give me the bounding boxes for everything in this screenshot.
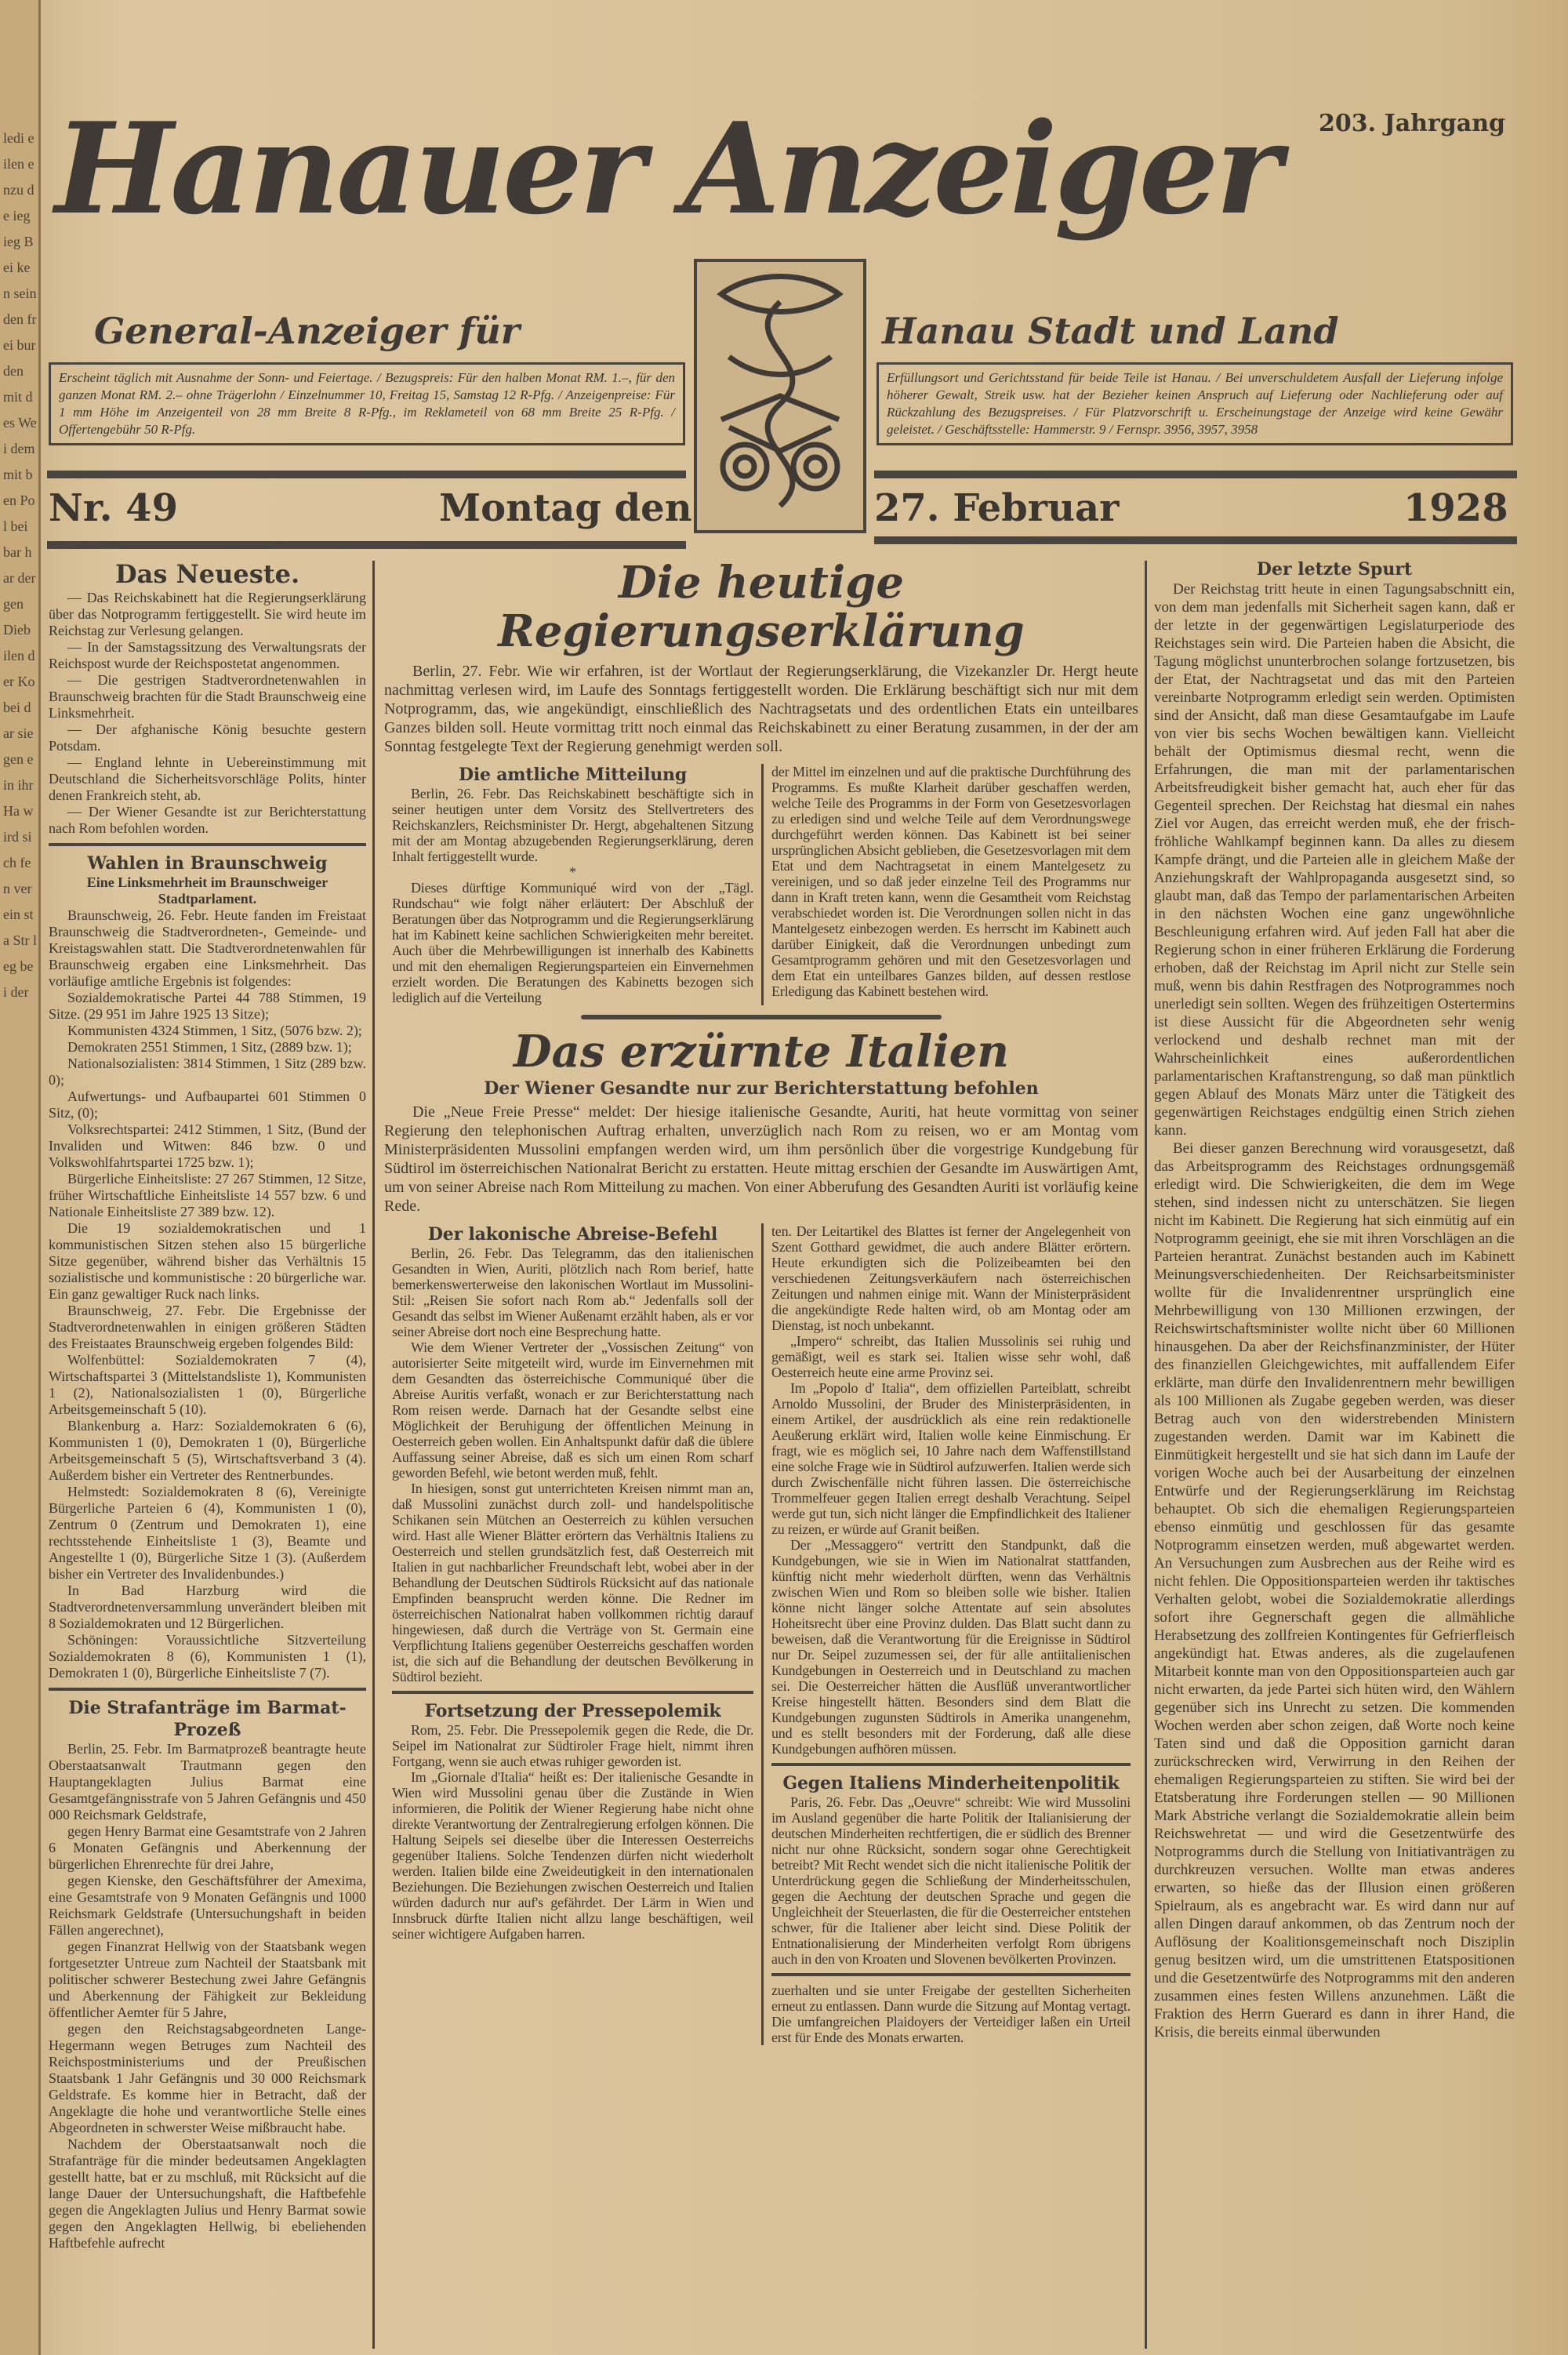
- paragraph: Berlin, 26. Febr. Das Telegramm, das den italienischen Gesandten in Wien, Auriti, plötzlich nach Rom berief, hatte bemerkenswerterweise den lakonischen Wortlaut im Mussolini-Stil: „Reisen Sie sofort nach Rom ab.“ Jedenfalls soll der Gesandt das selbst im Wiener Außenamt erzählt haben, als er vor seiner Abreise dort noch eine Besprechung hatte.: [392, 1245, 753, 1339]
- paragraph: Volksrechtspartei: 2412 Stimmen, 1 Sitz, (Bund der Invaliden und Witwen: 846 bzw. 0 und Volkswohlfahrtspartei 1725 bzw. 1);: [49, 1121, 366, 1170]
- news-item: — Der Wiener Gesandte ist zur Berichterstattung nach Rom befohlen worden.: [49, 804, 366, 836]
- center-right-subcolumn: [761, 1223, 1138, 2045]
- paragraph: Berlin, 26. Febr. Das Reichskabinett beschäftigte sich in seiner heutigen unter dem Vorsitz des Stellvertreters des Reichskanzlers, Reichsminister Dr. Hergt, abgehaltenen Sitzung mit der am Montag abzugebenden Regierungserklärung, deren Inhalt fertiggestellt wurde.: [392, 786, 753, 864]
- paragraph: In Bad Harzburg wird die Stadtverordnetenversammlung unverändert bleiben mit 8 Sozialdemokraten und 12 Bürgerlichen.: [49, 1583, 366, 1631]
- wahlen-heading: Wahlen in Braunschweig: [87, 853, 328, 874]
- divider: [47, 471, 686, 478]
- presse-heading: Fortsetzung der Pressepolemik: [424, 1701, 721, 1721]
- paragraph: gegen Finanzrat Hellwig von der Staatsbank wegen fortgesetzter Untreue zum Nachteil der Staatsbank mit politischer schwerer Bestechung zwei Jahre Gefängnis und Aberkennung der Fähigkeit zur Bekleidung öffentlicher Aemter für 5 Jahre,: [49, 1939, 366, 2020]
- paragraph: gegen den Reichstagsabgeordneten Lange-Hegermann wegen Betruges zum Nachteil des Reichspostministeriums und der Preußischen Staatsbank 1 Jahr Gefängnis und 30 000 Reichsmark Geldstrafe. Es komme hier in Betracht, daß der Angeklagte die hohe und verantwortliche Stelle eines Abgeordneten in schwerster Weise mißbraucht habe.: [49, 2021, 366, 2135]
- divider: [47, 541, 686, 549]
- paragraph: Kommunisten 4324 Stimmen, 1 Sitz, (5076 bzw. 2);: [67, 1023, 362, 1038]
- paragraph: Dieses dürftige Kommuniqué wird von der „Tägl. Rundschau“ wie folgt näher erläutert: Der Abschluß der Beratungen über das Notprogramm und die Regierungserklärung hat im Kabinett keine sachlichen Schwierigkeiten mehr bereitet. Auch über die Mehrbewilligungen ist innerhalb des Kabinetts und mit den ehemaligen Regierungsparteien ein Einvernehmen erzielt worden. Die Beratungen des Kabinetts bezogen sich lediglich auf die Verteilung: [392, 880, 753, 1005]
- paragraph: Paris, 26. Febr. Das „Oeuvre“ schreibt: Wie wird Mussolini im Ausland gegenüber die harte Politik der Italianisierung der deutschen Minderheiten rechtfertigen, die er südlich des Brenner nicht nur ohne Rücksicht, sondern sogar ohne Gerechtigkeit betreibt? Mit Recht wendet sich die nicht italienische Politik der Unterdrückung gegen die Schließung der Minderheitsschulen, gegen die Aechtung der deutschen Sprache und gegen die Ungleichheit der Steuerlasten, die für die Oesterreicher entstehen schwer, für die Italiener aber leicht sind. Diese Politik der Entnationalisierung der Minderheiten verfolgt Rom übrigens auch in den von Kroaten und Slovenen bevölkerten Provinzen.: [771, 1794, 1131, 1967]
- weekday: Montag den: [439, 486, 692, 530]
- wahlen-subheading: Eine Linksmehrheit im Braunschweiger Stadtparlament.: [86, 874, 328, 907]
- masthead-title: Hanauer Anzeiger: [55, 95, 1279, 242]
- paragraph: gegen Kienske, den Geschäftsführer der Amexima, eine Gesamtstrafe von 9 Monaten Gefängnis und 1000 Reichsmark Geldstrafe (Untersuchungshaft in beiden Fällen angerechnet),: [49, 1873, 366, 1938]
- paragraph: Helmstedt: Sozialdemokraten 8 (6), Vereinigte Bürgerliche Parteien 6 (4), Kommunisten 1 (0), Zentrum 0 (Zentrum und Demokraten 1), eine rechtsstehende Einheitsliste 1 (3), Beamte und Angestellte 1 (0), Bürgerliche Sitze 1 (3). (Außerdem bisher ein Vertreter des Invalidenbundes.): [49, 1484, 366, 1582]
- minderheiten-heading: Gegen Italiens Minderheitenpolitik: [782, 1773, 1120, 1794]
- paragraph: ten. Der Leitartikel des Blattes ist ferner der Angelegenheit von Szent Gotthard gewidmet, die auch andere Blätter erörtern. Heute erkundigten sich die Polizeibeamten bei den verschiedenen Zeitungsverkäufern nach österreichischen Zeitungen und nahmen einige mit. Wann der Ministerpräsident die angekündigte Rede halten wird, ob am Montag oder am Dienstag, ist noch unbekannt.: [771, 1223, 1131, 1333]
- issue-year: 1928: [1403, 486, 1508, 530]
- divider: [771, 1973, 1131, 1976]
- divider: [874, 536, 1517, 544]
- news-item: — England lehnte in Uebereinstimmung mit Deutschland die Sicherheitsvorschläge Polits, hinter denen Frankreich steht, ab.: [49, 754, 366, 803]
- paragraph: Rom, 25. Febr. Die Pressepolemik gegen die Rede, die Dr. Seipel im Nationalrat zur Südtiroler Frage hielt, nimmt ihren Fortgang, wenn sie auch etwas ruhiger geworden ist.: [392, 1722, 753, 1769]
- paragraph: In hiesigen, sonst gut unterrichteten Kreisen nimmt man an, daß Mussolini zunächst durch zoll- und handelspolitische Schikanen sein Mütchen an Oesterreich zu kühlen versuchen wird. Hast alle Wiener Blätter erörtern das Verhältnis Italiens zu Oesterreich und stellen grundsätzlich fest, daß Oesterreich mit Italien in gut nachbarlicher Freundschaft lebt, wobei aber in der Behandlung der Deutschen Südtirols Rücksicht auf das nationale Empfinden beansprucht werden könne. Die Redner im österreichischen Nationalrat haben vollkommen richtig darauf hingewiesen, daß durch die Verträge von St. Germain eine Verpflichtung Italiens gegenüber Oesterreichs geschaffen worden ist, die sich auf die Behandlung der deutschen Bevölkerung in Südtirol bezieht.: [392, 1481, 753, 1684]
- divider: [581, 1015, 942, 1019]
- divider: [874, 471, 1517, 478]
- italien-headline: Das erzürnte Italien: [514, 1026, 1009, 1078]
- amtlich-subcolumns: [384, 764, 1138, 1005]
- neueste-heading: Das Neueste.: [114, 559, 300, 589]
- paragraph: Sozialdemokratische Partei 44 788 Stimmen, 19 Sitze. (29 951 im Jahre 1925 13 Sitze);: [49, 990, 366, 1022]
- paragraph: Der Reichstag tritt heute in einen Tagungsabschnitt ein, von dem man jedenfalls mit Sicherheit sagen kann, daß er der letzte in der gegenwärtigen Legislaturperiode des Reichstages sein wird. Die Parteien haben die Absicht, die Tagung möglichst ununterbrochen solange fortzusetzen, bis der Etat, der Nachtragsetat und das mit den Parteien vereinbarte Notprogramm erledigt sein werden. Optimisten sind der Ansicht, daß man diese Gesamtaufgabe im Laufe von vier bis sechs Wochen bewältigen kann. Vielleicht behält der Optimismus diesmal recht, wenn die Erfahrungen, die man mit der parlamentarischen Arbeitsfreudigkeit bisher gemacht hat, auch eher für das Gegenteil sprechen. Der Reichstag hat diesmal ein nahes Ziel vor Augen, das erreicht werden muß, ehe der frisch-fröhliche Wahlkampf beginnen kann. Da alles zu diesem Kampfe drängt, und die Parteien alle in gleichem Maße der Anziehungskraft der Wahlpropaganda ausgesetzt sind, so glaubt man, daß das Tempo der parlamentarischen Arbeiten in den nächsten Wochen eine ganz ungewöhnliche Beschleunigung erfahren wird. Auf jeden Fall hat aber die Regierung schon in einer früheren Erklärung die Forderung erhoben, daß der Reichstag im April nicht zur Stelle sein muß, wenn bis dahin Restfragen des Notprogrammes noch unerledigt sein sollten. Wegen des frühzeitigen Ostertermins ist diese Aussicht für die Abgeordneten sehr wenig verlockend und deshalb rechnet man mit der Wahrscheinlichkeit eines außerordentlichen parlamentarischen Kraftanstrengung, so daß man pünktlich gegen Ablauf des Monats März unter die Tätigkeit des gegenwärtigen Reichstages endgültig einen Strich ziehen kann.: [1154, 581, 1515, 1139]
- paragraph: Wolfenbüttel: Sozialdemokraten 7 (4), Wirtschaftspartei 3 (Mittelstandsliste 1), Kommunisten 1 (2), Nationalsozialisten 1 (0), Bürgerliche Arbeitsgemeinschaft 5 (10).: [49, 1352, 366, 1417]
- lead-article: [384, 558, 1138, 756]
- amtlich-continued: [761, 764, 1138, 1005]
- news-item: — Die gestrigen Stadtverordnetenwahlen in Braunschweig brachten für die Stadt Braunschweig eine Linksmehrheit.: [49, 672, 366, 721]
- paragraph: Braunschweig, 27. Febr. Die Ergebnisse der Stadtverordnetenwahlen in einigen größeren Städten des Freistaates Braunschweig ergeben folgendes Bild:: [49, 1303, 366, 1351]
- paragraph: Bei dieser ganzen Berechnung wird vorausgesetzt, daß das Arbeitsprogramm des Reichstages ordnungsgemäß erledigt wird. Die Schwierigkeiten, die dem im Wege stehen, sind indessen nicht zu unterschätzen. Sie liegen nicht im Kabinett. Die Regierung hat sich einmütig auf ein Notprogramm geeinigt, ehe sie mit ihren Vorschlägen an die Parteien herantrat. Zunächst bestanden auch im Kabinett Meinungsverschiedenheiten. Der Reichsarbeitsminister wollte für die Invalidenrentner ursprünglich eine Mehrbewilligung von 130 Millionen erzwingen, der Reichswirtschaftsminister wollte nicht über 60 Millionen hinausgehen. Da aber der Reichsfinanzminister, der Hüter des finanziellen Gleichgewichtes, mit auffallendem Eifer erklärte, man dürfe den Invalidenrentnern mehr bewilligen als 100 Millionen als Zugabe gegeben werden, was dieser Betrag auch von den widerstrebenden Ministern zugestanden werden. Damit war im Kabinett die Einmütigkeit hergestellt und sie hat sich dann im Laufe der vorigen Woche auch bei der Ausarbeitung der einzelnen Entwürfe und der Regierungserklärung im Reichstag behauptet. Ob sich die ehemaligen Regierungsparteien ebenso einmütig und geschlossen für das gesamte Notprogramm einsetzen werden, muß abgewartet werden. An Versuchungen zum Ausbrechen aus der Reihe wird es nicht fehlen. Die Oppositionsparteien werden ihr taktisches Verhalten gelobt, wobei die Sozialdemokratie allerdings sofort ihre Gegnerschaft gegen die allmähliche Herabsetzung des zollfreien Kontingentes für Gefrierfleisch angekündigt hat. Etwas anderes, als die zugelaufenen Mitarbeit konnte man von den Oppositionsparteien auch gar nicht erwarten, da jede Partei sich hüten wird, den Wählern gegenüber sich ins Unrecht zu setzen. Die kommenden Wochen werden aber schon zeigen, daß Worte noch keine Taten sind und daß die Opposition garnicht daran zurückschrecken wird, Verwirrung in den Reihen der ehemaligen Regierungsparteien zu stiften. Sie wird bei der Etatsberatung ihre Forderungen stellen — 90 Millionen Mark Abstriche verlangt die Sozialdemokratie allein beim Reichswehretat — und wird die Gesetzentwürfe des Notprogramms durch die Stellung von Initiativanträgen zu durchkreuzen versuchen. Wollte man etwas anderes erwarten, so hieße das der Illusion einen größeren Spielraum, als es angebracht war. Es wird dann nur auf allen Dingen darauf ankommen, ob das Zentrum noch der Auflösung der Koalitionsgemeinschaft noch Disziplin genug besitzen wird, um die umstrittenen Etatspositionen und die Gesetzentwürfe des Notprogramms mit den anderen zusammen eines festen Willens anzunehmen. Läßt die Fraktion des Herrn Guerard es dann in ihrer Hand, die Krisis, die bereits einmal überwunden: [1154, 1140, 1515, 2041]
- spurt-heading: Der letzte Spurt: [1256, 559, 1413, 580]
- paragraph: Aufwertungs- und Aufbaupartei 601 Stimmen 0 Sitz, (0);: [49, 1088, 366, 1121]
- paragraph: Wie dem Wiener Vertreter der „Vossischen Zeitung“ von autorisierter Seite mitgeteilt wird, wurde im Einvernehmen mit dem Gesandten das österreichische Communiqué über die Abreise Auritis verfaßt, wonach er zur Berichterstattung nach Rom reisen werde. Darnach hat der Gesandte selbst eine Möglichkeit der Beruhigung der öffentlichen Meinung in Oesterreich geben wollen. Ein Anhaltspunkt dafür daß die üblere Auffassung seiner Abreise, daß es sich um einen Rom scharf geworden Befehl, wie betont werden muß, fehlt.: [392, 1339, 753, 1481]
- paragraph: Der „Messaggero“ vertritt den Standpunkt, daß die Kundgebungen, wie sie in Wien im Nationalrat stattfanden, künftig nicht mehr wiederholt dürften, wenn das Verhältnis zwischen Wien und Rom so bleiben solle wie bisher. Italien könne nicht länger solche Attentate auf sein absolutes Hoheitsrecht über eine Provinz dulden. Das Blatt sucht dann zu beweisen, daß die Verantwortung für die Ereignisse in Südtirol nur Dr. Seipel zuzumessen sei, der für alle antiitalienischen Kundgebungen in Oesterreich und in Deutschland zu machen sei. Die Oesterreicher hätten die Ausflüß unverantwortlicher Kreise hingestellt hätten. Besonders sind dem Blatt die Kundgebungen zugunsten Südtirols in Amerika unangenehm, und es stellt besonders mit der Forderung, daß alle diese Kundgebungen aufhören müssen.: [771, 1537, 1131, 1757]
- italien-article: [384, 1027, 1138, 1216]
- paragraph: Blankenburg a. Harz: Sozialdemokraten 6 (6), Kommunisten 1 (0), Demokraten 1 (0), Bürgerliche Arbeitsgemeinschaft 5 (5), Wirtschaftsverband 3 (4). Außerdem bisher ein Vertreter des Rentnerbundes.: [49, 1418, 366, 1483]
- paragraph: Nationalsozialisten: 3814 Stimmen, 1 Sitz (289 bzw. 0);: [49, 1056, 366, 1088]
- abreise-heading: Der lakonische Abreise-Befehl: [427, 1224, 718, 1245]
- asterisk-separator: *: [569, 864, 576, 880]
- paragraph: Im „Popolo d' Italia“, dem offiziellen Parteiblatt, schreibt Arnoldo Mussolini, der Bruder des Ministerpräsidenten, in einem Artikel, der ausdrücklich als eine rein redaktionelle Aeußerung erklärt wird, Italien wolle keine Einmischung. Er fragt, wie es möglich sei, 10 Jahre nach dem Waffenstillstand eine solche Frage wie in Südtirol aufzuwerfen. Italien werde sich durch Zwischenfälle nicht führen lassen. Die österreichische Trommelfeuer gegen Italien erregt deshalb Verachtung. Seipel werde gut tun, sich nicht länger die Empfindlichkeit des Italiener zu reizen, er würde auf Granit beißen.: [771, 1380, 1131, 1537]
- adjacent-page-edge: ledi eilen enzu de ieg ieg Bei ken sein den frei bur den mit des Wei dem mit ben Pol bei bar har der gen Dieb ilen der Ko bei dar sie gen ein ihr Ha wird sich fen ver ein sta Str leg bei der: [0, 0, 41, 2355]
- news-item: — In der Samstagssitzung des Verwaltungsrats der Reichspost wurde der Reichspostetat angenommen.: [49, 639, 366, 671]
- italien-subheadline: Der Wiener Gesandte nur zur Berichterstattung befohlen: [484, 1078, 1039, 1099]
- divider: [49, 843, 366, 846]
- paragraph: gegen Henry Barmat eine Gesamtstrafe von 2 Jahren 6 Monaten Gefängnis und Aberkennung der bürgerlichen Ehrenrechte für drei Jahre,: [49, 1823, 366, 1872]
- divider: [771, 1763, 1131, 1766]
- column-rule: [372, 561, 375, 2349]
- amtlich-heading: Die amtliche Mitteilung: [458, 765, 688, 785]
- italien-subcolumns: [384, 1223, 1138, 2045]
- news-item: — Der afghanische König besuchte gestern Potsdam.: [49, 721, 366, 754]
- paragraph: Schöningen: Voraussichtliche Sitzverteilung Sozialdemokraten 8 (6), Kommunisten 1 (1), Demokraten 1 (0), Bürgerliche Einheitsliste 7 (7).: [49, 1632, 366, 1681]
- italien-lead: Die „Neue Freie Presse“ meldet: Der hiesige italienische Gesandte, Auriti, hat heute vormittag von seiner Regierung den telephonischen Auftrag erhalten, unverzüglich nach Rom zu reisen, wo er am Montag vom Ministerpräsidenten Mussolini empfangen werden wird, um ihm persönlich über die vorgestrige Kundgebung für Südtirol im österreichischen Nationalrat Bericht zu erstatten. Heute mittag erschien der Gesandte im Auswärtigen Amt, um von seiner Abreise nach Rom Mitteilung zu machen. Von einer Abberufung des Gesandten Auriti ist vorläufig keine Rede.: [384, 1103, 1138, 1215]
- subtitle-right: Hanau Stadt und Land: [882, 310, 1339, 352]
- paragraph: Bürgerliche Einheitsliste: 27 267 Stimmen, 12 Sitze, früher Wirtschaftliche Einheitsliste 14 557 bzw. 6 und Nationale Einheitsliste 27 389 bzw. 12).: [49, 1171, 366, 1219]
- issue-number: Nr. 49: [49, 486, 178, 530]
- paragraph: Nachdem der Oberstaatsanwalt noch die Strafanträge für die minder bedeutsamen Angeklagten gestellt hatte, bat er zu mschluß, mit Rücksicht auf die lange Dauer der Untersuchungshaft, die Haftbefehle gegen die Angeklagten Julius und Henry Barmat sowie gegen den Angeklagten Hellwig, bi ebeliehenden Haftbefehle aufrecht: [49, 2136, 366, 2251]
- amtlich-article: [384, 764, 761, 1005]
- subscription-info-box: Erscheint täglich mit Ausnahme der Sonn- und Feiertage. / Bezugspreis: Für den halben Monat RM. 1.–, für den ganzen Monat RM. 2.– ohne Trägerlohn / Einzelnummer 10, Freitag 15, Samstag 12 R-Pfg. / Anzeigenpreise: Für 1 mm Höhe im Anzeigenteil von 28 mm Breite 8 R-Pfg., im Reklameteil von 68 mm Breite 25 R-Pfg. / Offertengebühr 50 R-Pfg.: [49, 362, 685, 445]
- barmat-continued: zuerhalten und sie unter Freigabe der gestellten Sicherheiten erneut zu entlassen. Dann wurde die Sitzung auf Montag vertagt. Die umfangreichen Plaidoyers der Verteidiger laßen ein Urteil erst für Ende des Monats erwarten.: [771, 1982, 1131, 2045]
- barmat-heading: Die Strafanträge im Barmat-Prozeß: [68, 1698, 347, 1740]
- lead-headline: Die heutige Regierungserklärung: [498, 557, 1025, 657]
- paragraph: der Mittel im einzelnen und auf die praktische Durchführung des Programms. Es mußte Klarheit darüber geschaffen werden, welche Teile des Programms in der Form von Gesetzesvorlagen zu erledigen sind und welche Teile auf dem Verordnungswege durchgeführt werden können. Das Kabinett ist bei seiner ursprünglichen Absicht geblieben, die Gesetzesvorlagen mit dem Etat und dem Nachtragsetat in einem Mantelgesetz zu vereinigen, und so daß jeder einzelne Teil des Programms nur dann in Kraft treten kann, wenn die Gesamtheit vom Reichstag verabschiedet worden ist. Die Verordnungen sollen nicht in das Mantelgesetz einbezogen werden. Es herrscht im Kabinett auch darüber Einigkeit, daß die Verordnungen unbedingt zum Gesamtprogramm gehören und mit den Gesetzesvorlagen und dem Etat ein unteilbares Ganzes bilden, auf dessen restlose Erledigung das Kabinett bestehen wird.: [771, 764, 1131, 999]
- right-column: [1154, 558, 1515, 2041]
- paragraph: Berlin, 25. Febr. Im Barmatprozeß beantragte heute Oberstaatsanwalt Trautmann gegen den Hauptangeklagten Julius Barmat eine Gesamtgefängnisstrafe von 5 Jahren Gefängnis und 450 000 Reichsmark Geldstrafe,: [49, 1741, 366, 1823]
- issue-date: 27. Februar: [874, 486, 1120, 530]
- center-column: [384, 558, 1138, 2045]
- legal-info-box: Erfüllungsort und Gerichtsstand für beide Teile ist Hanau. / Bei unverschuldetem Ausfall der Lieferung infolge höherer Gewalt, Streik usw. hat der Bezieher keinen Anspruch auf Lieferung oder Nachlieferung oder auf Rückzahlung des Bezugspreises. / Für Platzvorschrift u. Erscheinungstage der Anzeige wird keine Gewähr geleistet. / Geschäftsstelle: Hammerstr. 9 / Fernspr. 3956, 3957, 3958: [877, 362, 1513, 445]
- jahrgang-label: 203. Jahrgang: [1319, 110, 1505, 137]
- divider: [49, 1688, 366, 1691]
- paragraph: Im „Giornale d'Italia“ heißt es: Der italienische Gesandte in Wien wird Mussolini genau über die Zustände in Wien informieren, die Politik der Wiener Regierung habe nicht ohne direkte Verantwortung der Zentralregierung erfolgen können. Die Haltung Seipels sei dieselbe über die Interessen Oesterreichs gegenüber Italiens. Solche Tendenzen dürfen nicht wiederholt werden. Italien bilde eine Zweideutigkeit in den internationalen Beziehungen. Die Beziehungen zwischen Oesterreich und Italien würden dadurch nur auf's gefährdet. Der Lärm in Wien und Innsbruck dürfte Italien nicht allzu lange beschäftigen, weil seiner wichtigere Aufgaben harren.: [392, 1769, 753, 1942]
- ornament-icon: [706, 271, 855, 522]
- ornamental-logo: [694, 259, 866, 533]
- news-item: — Das Reichskabinett hat die Regierungserklärung über das Notprogramm fertiggestellt. Sie wird heute im Reichstag zur Verlesung gelangen.: [49, 590, 366, 638]
- column-rule: [1145, 561, 1147, 2349]
- divider: [392, 1691, 753, 1694]
- paragraph: Die 19 sozialdemokratischen und 1 kommunistischen Sitzen stehen also 15 bürgerliche Sitze gegenüber, während bisher das Verhältnis 15 sozialistische und kommunistische : 20 bürgerliche war. Ein ganz gewaltiger Ruck nach links.: [49, 1220, 366, 1302]
- lead-paragraph: Berlin, 27. Febr. Wie wir erfahren, ist der Wortlaut der Regierungserklärung, die Vizekanzler Dr. Hergt heute nachmittag verlesen wird, im Laufe des Sonntags fertiggestellt worden. Die Erklärung beschäftigt sich nur mit dem Notprogramm, das, wie angekündigt, einschließlich des Nachtragsetats und des ordentlichen Etats ein unteilbares Ganzes bilden soll. Heute vormittag tritt noch einmal das Reichskabinett zu einer Beratung zusammen, in der der am Sonntag festgelegte Text der Regierung genehmigt werden soll.: [384, 663, 1138, 755]
- paragraph: Braunschweig, 26. Febr. Heute fanden im Freistaat Braunschweig die Stadtverordneten-, Gemeinde- und Kreistagswahlen statt. Die Stadtverordnetenwahlen für Braunschweig ergaben eine Linksmehrheit. Das vorläufige amtliche Ergebnis ist folgendes:: [49, 907, 366, 989]
- subtitle-left: General-Anzeiger für: [94, 310, 521, 352]
- left-column: [49, 558, 366, 2251]
- paragraph: Demokraten 2551 Stimmen, 1 Sitz, (2889 bzw. 1);: [67, 1039, 352, 1055]
- paragraph: „Impero“ schreibt, das Italien Mussolinis sei ruhig und gemäßigt, weil es stark sei. Italien wisse sehr wohl, daß Oesterreich heute eine arme Provinz sei.: [771, 1333, 1131, 1380]
- center-left-subcolumn: [384, 1223, 761, 2045]
